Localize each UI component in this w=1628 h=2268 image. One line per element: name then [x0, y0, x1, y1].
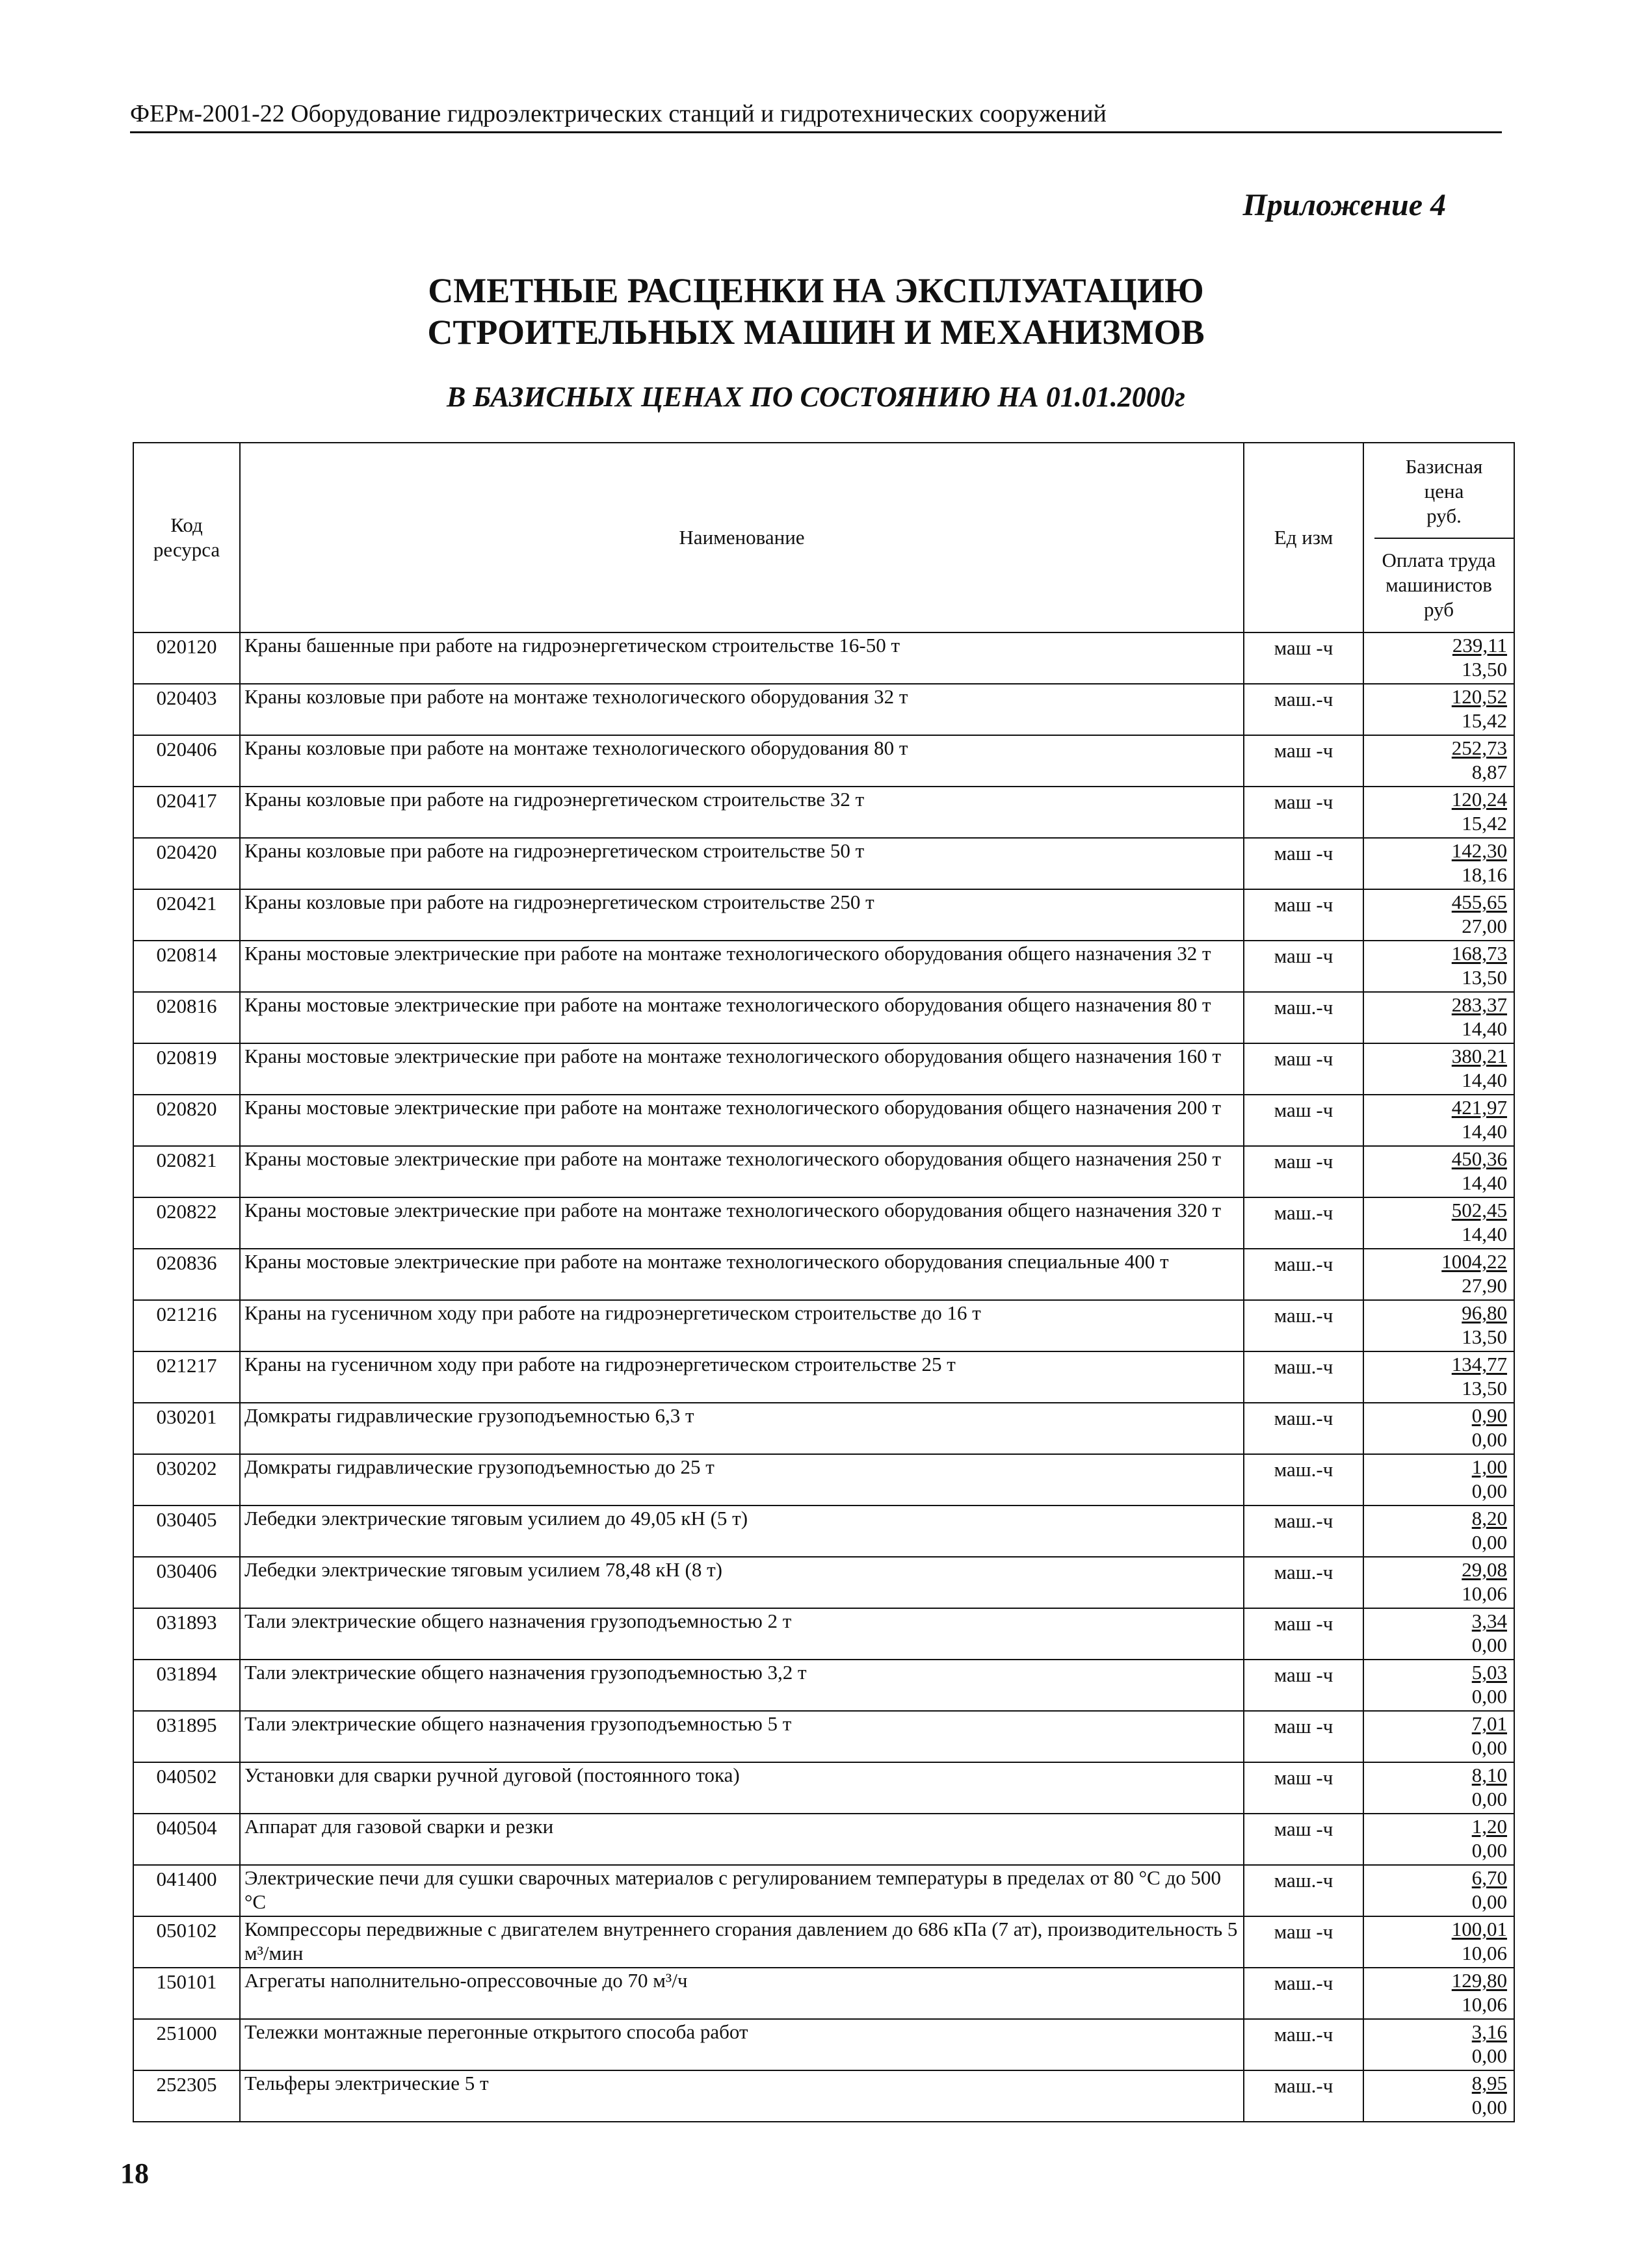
resource-code-cell: 041400 — [133, 1865, 240, 1916]
price-values — [1364, 1609, 1514, 1657]
table-row — [133, 1351, 1514, 1403]
resource-code-cell: 020820 — [133, 1095, 240, 1146]
operator-wage-value: 0,00 — [1471, 1531, 1507, 1554]
price-cell — [1363, 1557, 1514, 1608]
appendix-label: Приложение 4 — [1242, 188, 1446, 222]
running-header: ФЕРм-2001-22 Оборудование гидроэлектрических станций и гидротехнических сооружений — [130, 98, 1502, 133]
price-values — [1364, 839, 1514, 887]
rates-table — [133, 442, 1515, 2122]
table-row — [133, 2070, 1514, 2122]
operator-wage-value: 0,00 — [1471, 1890, 1507, 1913]
resource-name-cell: Краны мостовые электрические при работе на монтаже технологического оборудования общего назначения 320 т — [240, 1197, 1244, 1249]
price-cell — [1363, 941, 1514, 992]
base-price-value: 502,45 — [1451, 1199, 1507, 1221]
base-price-value: 120,52 — [1451, 685, 1507, 708]
price-values — [1364, 1763, 1514, 1811]
operator-wage-value: 8,87 — [1471, 761, 1507, 783]
resource-code-cell: 021216 — [133, 1300, 240, 1351]
operator-wage-value: 0,00 — [1471, 1788, 1507, 1810]
resource-code-cell: 020819 — [133, 1043, 240, 1095]
operator-wage-value: 0,00 — [1471, 2096, 1507, 2118]
table-row — [133, 684, 1514, 735]
base-price-value: 6,70 — [1471, 1866, 1507, 1889]
table-row — [133, 1146, 1514, 1197]
resource-name-cell: Компрессоры передвижные с двигателем внутреннего сгорания давлением до 686 кПа (7 ат), производительность 5 м³/мин — [240, 1916, 1244, 1968]
unit-cell: маш.-ч — [1244, 684, 1363, 735]
price-header-line-1: Базисная — [1405, 455, 1483, 478]
operator-wage-value: 15,42 — [1462, 812, 1507, 835]
resource-code-cell: 020816 — [133, 992, 240, 1043]
unit-cell: маш -ч — [1244, 787, 1363, 838]
table-row — [133, 1505, 1514, 1557]
resource-code-cell: 021217 — [133, 1351, 240, 1403]
table-row — [133, 1968, 1514, 2019]
title-line-1: СМЕТНЫЕ РАСЦЕНКИ НА ЭКСПЛУАТАЦИЮ — [428, 271, 1204, 310]
table-row — [133, 1300, 1514, 1351]
resource-code-cell: 040504 — [133, 1814, 240, 1865]
price-cell — [1363, 787, 1514, 838]
table-row — [133, 1814, 1514, 1865]
base-price-value: 8,20 — [1471, 1507, 1507, 1530]
operator-wage-value: 0,00 — [1471, 2044, 1507, 2067]
column-header-price — [1363, 443, 1514, 632]
unit-cell: маш.-ч — [1244, 1454, 1363, 1505]
resource-code-cell: 040502 — [133, 1762, 240, 1814]
table-row — [133, 1608, 1514, 1660]
labor-header-line-2: машинистов — [1385, 573, 1492, 596]
price-cell — [1363, 1146, 1514, 1197]
resource-name-cell: Краны козловые при работе на гидроэнергетическом строительстве 50 т — [240, 838, 1244, 889]
price-values — [1364, 1558, 1514, 1606]
price-values — [1364, 1814, 1514, 1862]
resource-name-cell: Краны башенные при работе на гидроэнергетическом строительстве 16-50 т — [240, 632, 1244, 684]
price-cell — [1363, 1711, 1514, 1762]
resource-code-cell: 020822 — [133, 1197, 240, 1249]
operator-wage-value: 13,50 — [1462, 658, 1507, 681]
price-values — [1364, 1506, 1514, 1554]
unit-cell: маш -ч — [1244, 1660, 1363, 1711]
price-values — [1364, 2071, 1514, 2119]
base-price-value: 142,30 — [1451, 839, 1507, 862]
resource-name-cell: Краны мостовые электрические при работе на монтаже технологического оборудования специальные 400 т — [240, 1249, 1244, 1300]
column-header-name: Наименование — [240, 443, 1244, 632]
table-body — [133, 632, 1514, 2122]
labor-header — [1364, 539, 1514, 625]
price-header-line-2: цена — [1424, 480, 1464, 502]
unit-cell: маш -ч — [1244, 1608, 1363, 1660]
price-values — [1364, 890, 1514, 938]
resource-code-cell: 020814 — [133, 941, 240, 992]
operator-wage-value: 0,00 — [1471, 1839, 1507, 1862]
resource-name-cell: Краны мостовые электрические при работе на монтаже технологического оборудования общего назначения 250 т — [240, 1146, 1244, 1197]
price-values — [1364, 1455, 1514, 1503]
resource-name-cell: Лебедки электрические тяговым усилием 78,48 кН (8 т) — [240, 1557, 1244, 1608]
base-price-value: 283,37 — [1451, 993, 1507, 1016]
resource-name-cell: Тали электрические общего назначения грузоподъемностью 5 т — [240, 1711, 1244, 1762]
labor-header-line-1: Оплата труда — [1382, 549, 1496, 571]
unit-cell: маш.-ч — [1244, 1865, 1363, 1916]
base-price-value: 168,73 — [1451, 942, 1507, 965]
table-row — [133, 1043, 1514, 1095]
price-cell — [1363, 1865, 1514, 1916]
resource-name-cell: Тали электрические общего назначения грузоподъемностью 3,2 т — [240, 1660, 1244, 1711]
operator-wage-value: 14,40 — [1462, 1171, 1507, 1194]
table-row — [133, 992, 1514, 1043]
resource-code-cell: 031894 — [133, 1660, 240, 1711]
table-row — [133, 735, 1514, 787]
column-header-code — [133, 443, 240, 632]
table-row — [133, 1454, 1514, 1505]
resource-name-cell: Краны мостовые электрические при работе на монтаже технологического оборудования общего назначения 32 т — [240, 941, 1244, 992]
price-values — [1364, 1352, 1514, 1400]
resource-name-cell: Домкраты гидравлические грузоподъемностью до 25 т — [240, 1454, 1244, 1505]
table-row — [133, 1660, 1514, 1711]
price-values — [1364, 1403, 1514, 1452]
price-values — [1364, 1249, 1514, 1297]
resource-code-cell: 020403 — [133, 684, 240, 735]
resource-code-cell: 030201 — [133, 1403, 240, 1454]
price-values — [1364, 684, 1514, 733]
resource-name-cell: Электрические печи для сушки сварочных материалов с регулированием температуры в пределах от 80 °С до 500 °С — [240, 1865, 1244, 1916]
resource-name-cell: Тельферы электрические 5 т — [240, 2070, 1244, 2122]
price-cell — [1363, 2070, 1514, 2122]
price-values — [1364, 1198, 1514, 1246]
price-cell — [1363, 1197, 1514, 1249]
resource-name-cell: Тележки монтажные перегонные открытого способа работ — [240, 2019, 1244, 2070]
price-cell — [1363, 1454, 1514, 1505]
resource-code-cell: 031893 — [133, 1608, 240, 1660]
price-values — [1364, 787, 1514, 835]
price-cell — [1363, 1660, 1514, 1711]
table-row — [133, 2019, 1514, 2070]
unit-cell: маш -ч — [1244, 1916, 1363, 1968]
table-row — [133, 1762, 1514, 1814]
resource-name-cell: Установки для сварки ручной дуговой (постоянного тока) — [240, 1762, 1244, 1814]
resource-code-cell: 030202 — [133, 1454, 240, 1505]
resource-name-cell: Краны на гусеничном ходу при работе на гидроэнергетическом строительстве 25 т — [240, 1351, 1244, 1403]
table-row — [133, 1865, 1514, 1916]
unit-cell: маш -ч — [1244, 889, 1363, 941]
unit-cell: маш.-ч — [1244, 992, 1363, 1043]
price-cell — [1363, 684, 1514, 735]
price-cell — [1363, 1043, 1514, 1095]
operator-wage-value: 14,40 — [1462, 1069, 1507, 1091]
price-cell — [1363, 1608, 1514, 1660]
table-row — [133, 787, 1514, 838]
resource-name-cell: Краны козловые при работе на монтаже технологического оборудования 80 т — [240, 735, 1244, 787]
unit-cell: маш.-ч — [1244, 1249, 1363, 1300]
table-row — [133, 838, 1514, 889]
resource-code-cell: 020406 — [133, 735, 240, 787]
base-price-value: 8,10 — [1471, 1764, 1507, 1786]
price-values — [1364, 1147, 1514, 1195]
operator-wage-value: 13,50 — [1462, 1325, 1507, 1348]
page-title — [130, 270, 1502, 353]
unit-cell: маш.-ч — [1244, 1300, 1363, 1351]
operator-wage-value: 0,00 — [1471, 1479, 1507, 1502]
price-cell — [1363, 632, 1514, 684]
base-price-value: 1,20 — [1471, 1815, 1507, 1838]
base-price-value: 421,97 — [1451, 1096, 1507, 1119]
price-cell — [1363, 1916, 1514, 1968]
resource-name-cell: Краны мостовые электрические при работе на монтаже технологического оборудования общего назначения 160 т — [240, 1043, 1244, 1095]
column-header-unit: Ед изм — [1244, 443, 1363, 632]
price-values — [1364, 1712, 1514, 1760]
unit-cell: маш -ч — [1244, 1711, 1363, 1762]
base-price-value: 1004,22 — [1441, 1250, 1507, 1273]
price-values — [1364, 1660, 1514, 1708]
price-values — [1364, 736, 1514, 784]
table-row — [133, 1403, 1514, 1454]
base-price-value: 0,90 — [1471, 1404, 1507, 1427]
base-price-value: 129,80 — [1451, 1969, 1507, 1992]
operator-wage-value: 13,50 — [1462, 1377, 1507, 1400]
price-values — [1364, 1301, 1514, 1349]
resource-code-cell: 020420 — [133, 838, 240, 889]
price-cell — [1363, 889, 1514, 941]
resource-code-cell: 252305 — [133, 2070, 240, 2122]
resource-name-cell: Краны мостовые электрические при работе на монтаже технологического оборудования общего назначения 80 т — [240, 992, 1244, 1043]
table-row — [133, 1916, 1514, 1968]
table-row — [133, 1197, 1514, 1249]
price-cell — [1363, 1249, 1514, 1300]
table-header-row — [133, 443, 1514, 632]
table-row — [133, 632, 1514, 684]
operator-wage-value: 27,00 — [1462, 915, 1507, 937]
operator-wage-value: 0,00 — [1471, 1634, 1507, 1656]
operator-wage-value: 14,40 — [1462, 1017, 1507, 1040]
resource-code-cell: 020836 — [133, 1249, 240, 1300]
operator-wage-value: 27,90 — [1462, 1274, 1507, 1297]
price-cell — [1363, 1762, 1514, 1814]
price-values — [1364, 941, 1514, 989]
price-values — [1364, 633, 1514, 681]
unit-cell: маш.-ч — [1244, 2070, 1363, 2122]
code-header-line-2: ресурса — [153, 538, 220, 561]
price-values — [1364, 2020, 1514, 2068]
unit-cell: маш -ч — [1244, 632, 1363, 684]
price-values — [1364, 1044, 1514, 1092]
base-price-value: 252,73 — [1451, 736, 1507, 759]
unit-cell: маш -ч — [1244, 1814, 1363, 1865]
unit-cell: маш -ч — [1244, 1043, 1363, 1095]
resource-code-cell: 020821 — [133, 1146, 240, 1197]
table-row — [133, 1711, 1514, 1762]
base-price-value: 455,65 — [1451, 891, 1507, 913]
base-price-value: 239,11 — [1452, 634, 1507, 657]
base-price-value: 8,95 — [1471, 2072, 1507, 2094]
price-cell — [1363, 1968, 1514, 2019]
table-row — [133, 889, 1514, 941]
price-cell — [1363, 1505, 1514, 1557]
operator-wage-value: 0,00 — [1471, 1428, 1507, 1451]
price-values — [1364, 1095, 1514, 1143]
resource-code-cell: 031895 — [133, 1711, 240, 1762]
table-row — [133, 1557, 1514, 1608]
resource-name-cell: Краны козловые при работе на гидроэнергетическом строительстве 250 т — [240, 889, 1244, 941]
resource-name-cell: Краны козловые при работе на гидроэнергетическом строительстве 32 т — [240, 787, 1244, 838]
table-row — [133, 1095, 1514, 1146]
unit-cell: маш -ч — [1244, 1095, 1363, 1146]
resource-code-cell: 020421 — [133, 889, 240, 941]
price-cell — [1363, 2019, 1514, 2070]
resource-name-cell: Агрегаты наполнительно-опрессовочные до 70 м³/ч — [240, 1968, 1244, 2019]
resource-code-cell: 030406 — [133, 1557, 240, 1608]
operator-wage-value: 10,06 — [1462, 1942, 1507, 1964]
resource-code-cell: 030405 — [133, 1505, 240, 1557]
labor-header-line-3: руб — [1424, 598, 1454, 621]
unit-cell: маш.-ч — [1244, 1505, 1363, 1557]
resource-code-cell: 251000 — [133, 2019, 240, 2070]
unit-cell: маш -ч — [1244, 941, 1363, 992]
base-price-value: 450,36 — [1451, 1147, 1507, 1170]
operator-wage-value: 14,40 — [1462, 1223, 1507, 1245]
price-cell — [1363, 735, 1514, 787]
price-header-line-3: руб. — [1426, 504, 1462, 527]
price-values — [1364, 1866, 1514, 1914]
unit-cell: маш.-ч — [1244, 1403, 1363, 1454]
unit-cell: маш.-ч — [1244, 1351, 1363, 1403]
resource-code-cell: 150101 — [133, 1968, 240, 2019]
price-values — [1364, 1968, 1514, 2016]
operator-wage-value: 0,00 — [1471, 1736, 1507, 1759]
price-values — [1364, 993, 1514, 1041]
base-price-value: 3,16 — [1471, 2020, 1507, 2043]
base-price-value: 96,80 — [1462, 1301, 1507, 1324]
price-cell — [1363, 1300, 1514, 1351]
resource-name-cell: Аппарат для газовой сварки и резки — [240, 1814, 1244, 1865]
page-number: 18 — [120, 2157, 149, 2189]
price-cell — [1363, 1814, 1514, 1865]
code-header-line-1: Код — [170, 514, 203, 536]
base-price-value: 100,01 — [1451, 1918, 1507, 1940]
operator-wage-value: 10,06 — [1462, 1993, 1507, 2016]
base-price-value: 3,34 — [1471, 1610, 1507, 1632]
base-price-value: 1,00 — [1471, 1455, 1507, 1478]
base-price-value: 5,03 — [1471, 1661, 1507, 1684]
resource-code-cell: 020417 — [133, 787, 240, 838]
base-price-value: 29,08 — [1462, 1558, 1507, 1581]
table-row — [133, 1249, 1514, 1300]
page-subtitle: В БАЗИСНЫХ ЦЕНАХ ПО СОСТОЯНИЮ НА 01.01.2000г — [446, 381, 1186, 413]
resource-name-cell: Тали электрические общего назначения грузоподъемностью 2 т — [240, 1608, 1244, 1660]
title-line-2: СТРОИТЕЛЬНЫХ МАШИН И МЕХАНИЗМОВ — [427, 313, 1205, 352]
unit-cell: маш -ч — [1244, 1762, 1363, 1814]
resource-name-cell: Лебедки электрические тяговым усилием до 49,05 кН (5 т) — [240, 1505, 1244, 1557]
resource-name-cell: Краны на гусеничном ходу при работе на гидроэнергетическом строительстве до 16 т — [240, 1300, 1244, 1351]
resource-name-cell: Краны козловые при работе на монтаже технологического оборудования 32 т — [240, 684, 1244, 735]
table-row — [133, 941, 1514, 992]
base-price-value: 7,01 — [1471, 1712, 1507, 1735]
unit-cell: маш.-ч — [1244, 1197, 1363, 1249]
unit-cell: маш.-ч — [1244, 1557, 1363, 1608]
operator-wage-value: 0,00 — [1471, 1685, 1507, 1708]
price-values — [1364, 1917, 1514, 1965]
operator-wage-value: 13,50 — [1462, 966, 1507, 989]
price-cell — [1363, 1351, 1514, 1403]
unit-cell: маш -ч — [1244, 735, 1363, 787]
operator-wage-value: 18,16 — [1462, 863, 1507, 886]
base-price-value: 120,24 — [1451, 788, 1507, 811]
resource-code-cell: 020120 — [133, 632, 240, 684]
price-cell — [1363, 838, 1514, 889]
price-cell — [1363, 992, 1514, 1043]
price-header — [1374, 450, 1514, 539]
base-price-value: 134,77 — [1451, 1353, 1507, 1375]
base-price-value: 380,21 — [1451, 1045, 1507, 1067]
operator-wage-value: 15,42 — [1462, 709, 1507, 732]
price-cell — [1363, 1403, 1514, 1454]
resource-name-cell: Краны мостовые электрические при работе на монтаже технологического оборудования общего назначения 200 т — [240, 1095, 1244, 1146]
resource-code-cell: 050102 — [133, 1916, 240, 1968]
operator-wage-value: 14,40 — [1462, 1120, 1507, 1143]
resource-name-cell: Домкраты гидравлические грузоподъемностью 6,3 т — [240, 1403, 1244, 1454]
unit-cell: маш.-ч — [1244, 2019, 1363, 2070]
unit-cell: маш -ч — [1244, 1146, 1363, 1197]
unit-cell: маш -ч — [1244, 838, 1363, 889]
operator-wage-value: 10,06 — [1462, 1582, 1507, 1605]
unit-cell: маш.-ч — [1244, 1968, 1363, 2019]
price-cell — [1363, 1095, 1514, 1146]
